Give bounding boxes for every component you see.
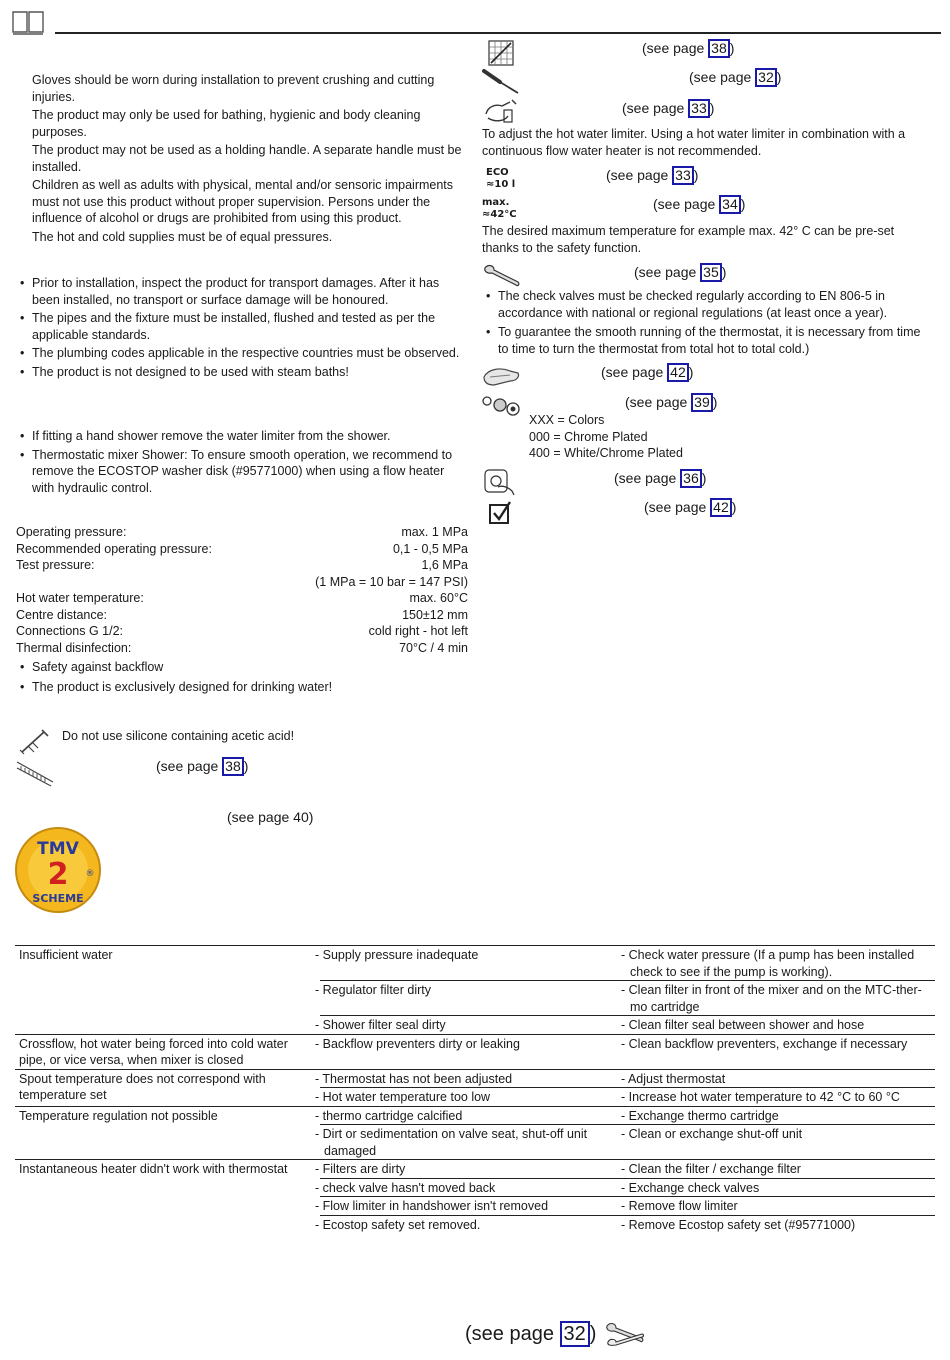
maintenance-list bbox=[482, 288, 932, 357]
ref-prefix: (see page bbox=[606, 167, 673, 183]
safety-note: The hot and cold supplies must be of equal pressures. bbox=[32, 229, 333, 244]
cause-cell: - Filters are dirty bbox=[320, 1160, 626, 1179]
fix-cell: - Adjust thermostat bbox=[626, 1069, 935, 1088]
ref-prefix: (see page bbox=[156, 758, 223, 774]
eco-line2: ≈10 l bbox=[486, 179, 516, 190]
fix-cell: - Clean filter in front of the mixer and on the MTC-ther-mo cartridge bbox=[626, 981, 935, 1016]
safety-note: Children as well as adults with physical, mental and/or sensoric impairments must not use this product without proper supervision. Persons under the influence of alcohol or drugs are prohibited from using this product. bbox=[32, 178, 454, 225]
hand-adjust-icon bbox=[482, 96, 518, 126]
spec-value: 1,6 MPa bbox=[421, 558, 468, 572]
list-item: • Prior to installation, inspect the product for transport damages. After it has been installed, no transport or surface damage will be honoured. bbox=[16, 275, 468, 308]
ref-suffix: ) bbox=[721, 264, 727, 280]
fix-cell: - Increase hot water temperature to 42 °C to 60 °C bbox=[626, 1088, 935, 1107]
footer-reference bbox=[465, 1321, 596, 1347]
fix-cell: - Remove Ecostop safety set (#95771000) bbox=[621, 1217, 856, 1232]
ref-prefix: (see page bbox=[642, 40, 709, 56]
page-link[interactable]: 32 bbox=[755, 68, 777, 87]
troubleshooting-table bbox=[15, 945, 935, 1233]
grid-diagram-icon bbox=[488, 40, 514, 66]
silicone-gun-icon bbox=[18, 728, 50, 756]
page-link[interactable]: 36 bbox=[680, 469, 702, 488]
spec-label: Test pressure: bbox=[16, 558, 95, 572]
technical-specs bbox=[16, 524, 468, 695]
eco-label bbox=[486, 167, 515, 191]
ref-prefix: (see page bbox=[653, 196, 720, 212]
page-link[interactable]: 33 bbox=[672, 166, 694, 185]
list-item: • Safety against backflow bbox=[16, 659, 468, 676]
page-reference bbox=[156, 757, 248, 776]
safety-notes bbox=[32, 72, 462, 245]
list-item: • The product is exclusively designed for drinking water! bbox=[16, 679, 468, 696]
ref-suffix: ) bbox=[776, 69, 782, 85]
equals-sign: = bbox=[553, 429, 561, 444]
fix-cell: - Clean backflow preventers, exchange if necessary bbox=[626, 1034, 935, 1069]
cause-cell: - Backflow preventers dirty or leaking bbox=[320, 1034, 626, 1069]
ref-suffix: ) bbox=[693, 167, 699, 183]
spec-row bbox=[16, 524, 468, 541]
page-link[interactable]: 39 bbox=[691, 393, 713, 412]
fix-cell: - Clean or exchange shut-off unit bbox=[626, 1125, 935, 1160]
page-link[interactable]: 38 bbox=[708, 39, 730, 58]
page-reference bbox=[614, 469, 706, 488]
page-reference bbox=[622, 99, 714, 118]
page-link[interactable]: 34 bbox=[719, 195, 741, 214]
spec-row bbox=[16, 574, 468, 591]
page-reference bbox=[601, 363, 693, 382]
spec-value: cold right - hot left bbox=[368, 624, 468, 638]
table-row bbox=[15, 1106, 935, 1125]
spec-label: Connections G 1/2: bbox=[16, 624, 124, 638]
spec-label: Thermal disinfection: bbox=[16, 640, 132, 655]
spec-row bbox=[16, 541, 468, 558]
fix-cell: - Remove flow limiter bbox=[626, 1197, 935, 1216]
install-notes-list bbox=[16, 275, 468, 380]
problem-cell: Insufficient water bbox=[15, 946, 320, 1034]
ref-suffix: ) bbox=[243, 758, 249, 774]
spec-label: Operating pressure: bbox=[16, 525, 127, 539]
color-row bbox=[529, 412, 683, 429]
color-row bbox=[529, 429, 683, 446]
equals-sign: = bbox=[557, 413, 565, 427]
cause-cell: - Shower filter seal dirty bbox=[320, 1016, 626, 1035]
book-icon bbox=[11, 8, 45, 36]
page-reference bbox=[653, 195, 745, 214]
spec-row bbox=[16, 640, 468, 657]
page-reference bbox=[642, 39, 734, 58]
max-temp-label bbox=[482, 197, 517, 221]
cause-cell: - Regulator filter dirty bbox=[320, 981, 626, 1016]
cause-cell: - Supply pressure inadequate bbox=[320, 946, 626, 981]
color-code: 400 bbox=[529, 446, 550, 460]
cleaning-hand-icon bbox=[480, 363, 522, 389]
fix-cell: - Exchange check valves bbox=[626, 1178, 935, 1197]
fix-cell: - Clean the filter / exchange filter bbox=[626, 1160, 935, 1179]
ref-suffix: ) bbox=[589, 1323, 597, 1345]
safety-note: The product may not be used as a holding handle. A separate handle must be installed. bbox=[32, 143, 462, 174]
wrench-icon bbox=[482, 262, 522, 288]
spec-value: max. 1 MPa bbox=[401, 525, 468, 539]
fix-cell: - Check water pressure (If a pump has been installed check to see if the pump is working). bbox=[626, 946, 935, 981]
color-row bbox=[529, 445, 683, 462]
spec-label: Recommended operating pressure: bbox=[16, 541, 212, 556]
spec-value: 0,1 - 0,5 MPa bbox=[392, 541, 468, 556]
wrenches-icon bbox=[604, 1320, 646, 1348]
header-rule bbox=[55, 32, 941, 34]
spec-label: Hot water temperature: bbox=[16, 591, 144, 605]
screwdriver-icon bbox=[482, 68, 522, 96]
logo-number: 2 bbox=[47, 857, 69, 892]
spare-parts-icon bbox=[480, 393, 522, 419]
list-item: • The product is not designed to be used with steam baths! bbox=[16, 364, 468, 381]
list-item: • Thermostatic mixer Shower: To ensure smooth operation, we recommend to remove the ECOSTOP washer disk (#95771000) when using a flow heater with hydraulic control. bbox=[16, 447, 468, 497]
fix-cell: - Clean filter seal between shower and hose bbox=[626, 1016, 935, 1035]
ref-prefix: (see page bbox=[614, 470, 681, 486]
color-name: Chrome Plated bbox=[564, 429, 648, 444]
spec-value: 150±12 mm bbox=[402, 607, 468, 622]
list-item: • The pipes and the fixture must be installed, flushed and tested as per the applicable standards. bbox=[16, 310, 468, 343]
color-name: White/Chrome Plated bbox=[564, 446, 683, 460]
list-item: • To guarantee the smooth running of the thermostat, it is necessary from time to time to turn the thermostat from total hot to total cold.) bbox=[482, 324, 932, 357]
max-line2: ≈42°C bbox=[482, 209, 517, 220]
ref-prefix: (see page bbox=[689, 69, 756, 85]
ref-prefix: (see page bbox=[601, 364, 668, 380]
ref-suffix: ) bbox=[729, 40, 735, 56]
ref-prefix: (see page bbox=[622, 100, 689, 116]
checkbox-tick-icon bbox=[488, 500, 514, 526]
fix-cell: - Exchange thermo cartridge bbox=[626, 1106, 935, 1125]
ref-suffix: ) bbox=[740, 196, 746, 212]
cause-cell: - Thermostat has not been adjusted bbox=[320, 1069, 626, 1088]
cause-cell: - Hot water temperature too low bbox=[320, 1088, 626, 1107]
spec-value: max. 60°C bbox=[409, 591, 468, 605]
ref-suffix: ) bbox=[701, 470, 707, 486]
page-link[interactable]: 38 bbox=[222, 757, 244, 776]
problem-cell: Instantaneous heater didn't work with thermostat bbox=[19, 1162, 288, 1176]
logo-registered-mark: ® bbox=[85, 869, 95, 879]
ref-suffix: ) bbox=[709, 100, 715, 116]
problem-cell: Spout temperature does not correspond with temperature set bbox=[15, 1069, 320, 1106]
spec-row bbox=[16, 590, 468, 607]
logo-top-text: TMV bbox=[37, 839, 79, 859]
page-reference bbox=[634, 263, 726, 282]
ref-suffix: ) bbox=[712, 394, 718, 410]
table-row bbox=[15, 1160, 935, 1179]
ref-prefix: (see page bbox=[634, 264, 701, 280]
problem-cell: Temperature regulation not possible bbox=[15, 1106, 320, 1160]
page-link[interactable]: 35 bbox=[700, 263, 722, 282]
cause-cell: - check valve hasn't moved back bbox=[320, 1178, 626, 1197]
ref-prefix: (see page bbox=[644, 499, 711, 515]
table-row bbox=[15, 1069, 935, 1088]
ref-prefix: (see page bbox=[465, 1323, 560, 1345]
list-item: • If fitting a hand shower remove the water limiter from the shower. bbox=[16, 428, 468, 445]
ref-suffix: ) bbox=[688, 364, 694, 380]
logo-bottom-text: SCHEME bbox=[32, 892, 84, 905]
spec-row bbox=[16, 557, 468, 574]
spec-row bbox=[16, 623, 468, 640]
page-reference bbox=[606, 166, 698, 185]
max-line1: max. bbox=[482, 197, 510, 208]
operation-hand-icon bbox=[482, 467, 518, 497]
spec-row bbox=[16, 607, 468, 624]
ref-suffix: ) bbox=[731, 499, 737, 515]
page-reference bbox=[689, 68, 781, 87]
cause-cell: - Dirt or sedimentation on valve seat, shut-off unit damaged bbox=[320, 1125, 626, 1160]
equals-sign: = bbox=[553, 446, 561, 460]
limiter-text: To adjust the hot water limiter. Using a hot water limiter in combination with a continuous flow water heater is not recommended. bbox=[482, 127, 906, 158]
safety-note: The product may only be used for bathing, hygienic and body cleaning purposes. bbox=[32, 108, 421, 139]
page-reference bbox=[625, 393, 717, 412]
color-codes bbox=[529, 412, 683, 462]
table-row bbox=[15, 1034, 935, 1069]
page-link[interactable]: 32 bbox=[560, 1321, 590, 1347]
color-name: Colors bbox=[568, 413, 605, 427]
ref-prefix: (see page bbox=[625, 394, 692, 410]
silicone-note: Do not use silicone containing acetic acid! bbox=[62, 729, 295, 743]
color-code: 000 bbox=[529, 429, 550, 444]
list-item: • The plumbing codes applicable in the respective countries must be observed. bbox=[16, 345, 468, 362]
page-reference bbox=[644, 498, 736, 517]
safety-note: Gloves should be worn during installation to prevent crushing and cutting injuries. bbox=[32, 73, 435, 104]
spec-value: (1 MPa = 10 bar = 147 PSI) bbox=[315, 574, 468, 589]
table-row bbox=[15, 946, 935, 981]
page-link[interactable]: 33 bbox=[688, 99, 710, 118]
flow-diagram-reference: (see page 40) bbox=[227, 809, 314, 825]
ruler-icon bbox=[15, 758, 55, 788]
eco-line1: ECO bbox=[486, 167, 509, 178]
spec-value: 70°C / 4 min bbox=[399, 640, 468, 655]
cause-cell: - Flow limiter in handshower isn't removed bbox=[320, 1197, 626, 1216]
page-link[interactable]: 42 bbox=[667, 363, 689, 382]
tmv2-scheme-logo bbox=[14, 826, 102, 914]
list-item: • The check valves must be checked regularly according to EN 806-5 in accordance with national or regional regulations (at least once a year). bbox=[482, 288, 932, 321]
spec-label: Centre distance: bbox=[16, 607, 108, 622]
cause-cell: - Ecostop safety set removed. bbox=[315, 1217, 481, 1232]
shower-notes-list bbox=[16, 428, 468, 496]
cause-cell: - thermo cartridge calcified bbox=[320, 1106, 626, 1125]
color-code: XXX bbox=[529, 413, 555, 427]
safety-function-text: The desired maximum temperature for example max. 42° C can be pre-set thanks to the safety function. bbox=[482, 224, 895, 255]
problem-cell: Crossflow, hot water being forced into cold water pipe, or vice versa, when mixer is closed bbox=[15, 1034, 320, 1069]
page-link[interactable]: 42 bbox=[710, 498, 732, 517]
